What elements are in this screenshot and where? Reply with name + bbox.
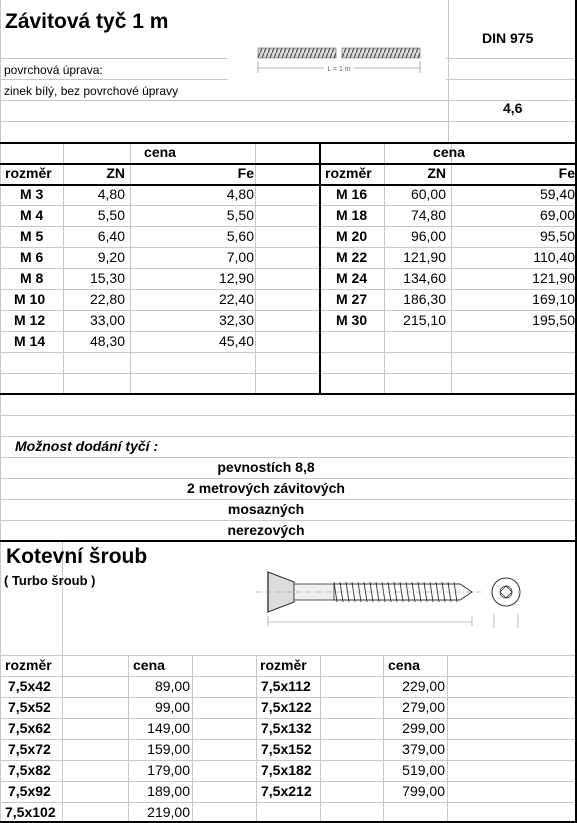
screw-size: 7,5x152 <box>261 741 312 757</box>
border-line <box>319 142 321 394</box>
threaded-rod-image <box>228 33 446 99</box>
rod-size: M 12 <box>14 312 46 328</box>
screw-size: 7,5x82 <box>8 762 51 778</box>
rod-price-zn: 5,50 <box>97 207 125 223</box>
rod-size: M 6 <box>20 249 44 265</box>
rod-size: M 24 <box>336 270 368 286</box>
rod-price-zn: 6,40 <box>97 228 125 244</box>
option-item: pevnostích 8,8 <box>217 459 315 475</box>
rod-price-header-left: cena <box>144 144 176 160</box>
col-size-left: rozměr <box>5 165 52 181</box>
surface-value: zinek bílý, bez povrchové úpravy <box>4 84 179 98</box>
screw-price: 89,00 <box>154 678 190 694</box>
grid-line <box>0 415 577 416</box>
screw-price: 519,00 <box>402 762 445 778</box>
rod-price-header-right: cena <box>433 144 465 160</box>
screw-subtitle: ( Turbo šroub ) <box>4 573 96 588</box>
col-fe-left: Fe <box>237 165 254 181</box>
rod-size: M 14 <box>14 333 46 349</box>
rod-size: M 5 <box>20 228 44 244</box>
grid-line <box>192 655 193 823</box>
rod-size: M 30 <box>336 312 368 328</box>
screw-size: 7,5x212 <box>261 783 312 799</box>
screw-size: 7,5x132 <box>261 720 312 736</box>
screw-size: 7,5x182 <box>261 762 312 778</box>
rod-price-fe: 121,90 <box>532 270 575 286</box>
rod-price-fe: 69,00 <box>539 207 575 223</box>
rod-size: M 10 <box>14 291 46 307</box>
rod-price-fe: 59,40 <box>539 186 575 202</box>
grid-line <box>383 655 384 823</box>
rod-price-fe: 110,40 <box>533 249 575 265</box>
screw-size: 7,5x62 <box>8 720 51 736</box>
grid-line <box>0 352 577 353</box>
rod-price-fe: 7,00 <box>226 249 254 265</box>
screw-price: 279,00 <box>402 699 445 715</box>
screw-col-size-right: rozměr <box>260 657 307 673</box>
anchor-screw-image <box>236 560 526 636</box>
rod-price-fe: 32,30 <box>218 312 254 328</box>
rod-size: M 18 <box>336 207 368 223</box>
rod-price-zn: 215,10 <box>403 312 446 328</box>
screw-price: 99,00 <box>154 699 190 715</box>
screw-price: 189,00 <box>147 783 190 799</box>
rod-size: M 20 <box>336 228 368 244</box>
screw-price: 299,00 <box>402 720 445 736</box>
rod-price-fe: 4,80 <box>226 186 254 202</box>
rod-size: M 22 <box>336 249 368 265</box>
rod-price-zn: 22,80 <box>89 291 125 307</box>
rod-price-zn: 74,80 <box>410 207 446 223</box>
screw-size: 7,5x52 <box>8 699 51 715</box>
screw-price: 229,00 <box>402 678 445 694</box>
rod-price-fe: 5,50 <box>226 207 254 223</box>
screw-size: 7,5x102 <box>5 804 56 820</box>
screw-price: 179,00 <box>147 762 190 778</box>
rod-price-zn: 48,30 <box>89 333 125 349</box>
rod-size: M 3 <box>20 186 44 202</box>
rod-price-fe: 12,90 <box>218 270 254 286</box>
screw-price: 799,00 <box>402 783 445 799</box>
grid-line <box>0 100 577 101</box>
rod-title: Závitová tyč 1 m <box>5 10 169 33</box>
grid-line <box>128 655 129 823</box>
rod-size: M 16 <box>336 186 368 202</box>
grid-line <box>320 655 321 823</box>
option-item: 2 metrových závitových <box>187 480 345 496</box>
grid-line <box>0 121 577 122</box>
screw-title: Kotevní šroub <box>6 545 148 568</box>
options-heading: Možnost dodání tyčí : <box>15 438 159 454</box>
rod-size: M 4 <box>20 207 44 223</box>
screw-col-size-left: rozměr <box>5 657 52 673</box>
grid-line <box>0 0 1 823</box>
rod-price-zn: 60,00 <box>410 186 446 202</box>
screw-price: 219,00 <box>147 804 190 820</box>
screw-size: 7,5x72 <box>8 741 51 757</box>
screw-size: 7,5x92 <box>8 783 51 799</box>
rod-price-fe: 95,50 <box>539 228 575 244</box>
screw-col-price-right: cena <box>388 657 420 673</box>
rod-price-fe: 169,10 <box>532 291 575 307</box>
grid-line <box>0 373 577 374</box>
rod-price-fe: 195,50 <box>532 312 575 328</box>
rod-price-fe: 45,40 <box>218 333 254 349</box>
grid-line <box>447 655 448 823</box>
rod-price-zn: 186,30 <box>403 291 446 307</box>
screw-price: 159,00 <box>147 741 190 757</box>
rod-image-caption: L = 1 m <box>327 66 351 73</box>
option-item: nerezových <box>227 522 305 538</box>
grid-line <box>448 0 449 142</box>
screw-col-price-left: cena <box>133 657 165 673</box>
grid-line <box>0 802 577 803</box>
rod-price-zn: 9,20 <box>97 249 125 265</box>
screw-size: 7,5x42 <box>8 678 51 694</box>
rod-price-zn: 33,00 <box>89 312 125 328</box>
option-item: mosazných <box>227 501 305 517</box>
rod-price-zn: 15,30 <box>89 270 125 286</box>
border-line <box>0 393 577 395</box>
rod-strength: 4,6 <box>503 100 523 116</box>
surface-label: povrchová úprava: <box>4 63 103 77</box>
grid-line <box>256 655 257 823</box>
screw-price: 149,00 <box>147 720 190 736</box>
rod-size: M 27 <box>336 291 368 307</box>
grid-line <box>255 142 256 394</box>
col-zn-left: ZN <box>106 165 125 181</box>
col-size-right: rozměr <box>325 165 372 181</box>
rod-price-zn: 134,60 <box>403 270 446 286</box>
rod-price-zn: 96,00 <box>410 228 446 244</box>
rod-price-zn: 121,90 <box>403 249 446 265</box>
screw-size: 7,5x112 <box>261 678 311 694</box>
col-zn-right: ZN <box>427 165 446 181</box>
rod-price-fe: 5,60 <box>226 228 254 244</box>
screw-size: 7,5x122 <box>261 699 312 715</box>
col-fe-right: Fe <box>558 165 575 181</box>
rod-standard: DIN 975 <box>482 30 534 46</box>
rod-price-zn: 4,80 <box>97 186 125 202</box>
screw-price: 379,00 <box>402 741 445 757</box>
rod-price-fe: 22,40 <box>218 291 254 307</box>
rod-size: M 8 <box>20 270 44 286</box>
